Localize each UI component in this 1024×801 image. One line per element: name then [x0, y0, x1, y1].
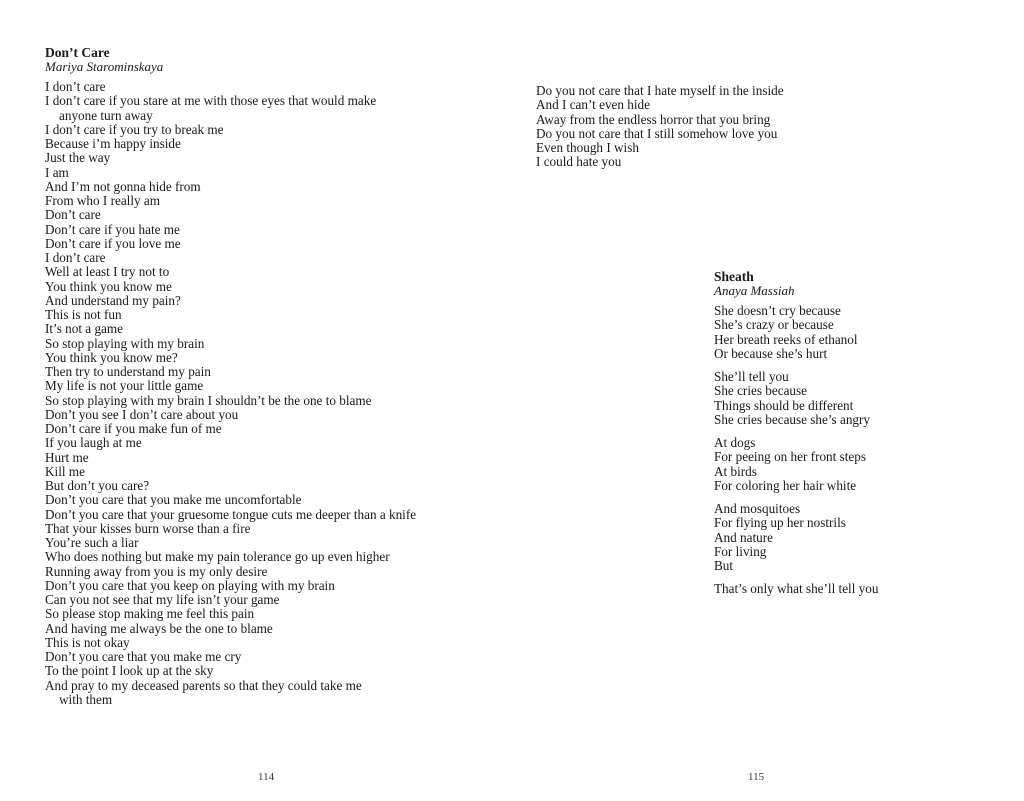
poem-line: She cries because	[714, 383, 808, 399]
poem-line: For living	[714, 543, 767, 559]
poem-line: You think you know me	[45, 278, 172, 294]
poem-line: Then try to understand my pain	[45, 364, 211, 379]
poem-line: And nature	[714, 529, 773, 545]
poem-line: Or because she’s hurt	[714, 345, 828, 361]
poem-line: Don’t care if you hate me	[45, 221, 180, 237]
stanza	[714, 436, 954, 493]
poem-line: Away from the endless horror that you bring	[536, 111, 771, 127]
poem-line: Don’t you care that you keep on playing with my brain	[45, 577, 335, 593]
poem-line: Her breath reeks of ethanol	[714, 331, 858, 347]
poem-body	[45, 80, 485, 707]
poem-line: Don’t you care that you make me uncomfortable	[45, 492, 302, 508]
poem-line: This is not fun	[45, 307, 122, 322]
poem-line: From who I really am	[45, 193, 160, 208]
poem-line: So stop playing with my brain	[45, 335, 205, 351]
poem-line: So please stop making me feel this pain	[45, 606, 255, 622]
poem-body	[714, 304, 954, 597]
poem-line: For flying up her nostrils	[714, 515, 846, 531]
poem-author: Anaya Massiah	[714, 283, 795, 298]
poem-line: But	[714, 558, 734, 573]
poem-line: And having me always be the one to blame	[45, 620, 273, 636]
poem-line: My life is not your little game	[45, 378, 204, 394]
poem-line: Don’t care if you love me	[45, 235, 181, 251]
poem-line: Don’t care	[45, 207, 101, 223]
poem-line: If you laugh at me	[45, 435, 142, 451]
poem-author: Mariya Starominskaya	[45, 59, 164, 74]
poem-line: Even though I wish	[536, 140, 639, 155]
poem-line: So stop playing with my brain I shouldn’t be the one to blame	[45, 392, 372, 408]
poem-line: I am	[45, 164, 69, 180]
poem-line: And I’m not gonna hide from	[45, 178, 201, 194]
stanza	[714, 304, 954, 361]
poem-line: It’s not a game	[45, 321, 124, 337]
poem-line: with them	[59, 691, 113, 707]
poem-line: Don’t care if you make fun of me	[45, 421, 222, 436]
poem-line: I could hate you	[536, 154, 622, 170]
poem-title: Sheath	[714, 269, 754, 284]
poem-line: I don’t care if you stare at me with those eyes that would make	[45, 93, 377, 109]
poem-line: She doesn’t cry because	[714, 303, 841, 318]
poem-line: At birds	[714, 463, 757, 479]
poem-line: Well at least I try not to	[45, 264, 170, 280]
poem-sheath	[714, 270, 954, 606]
poem-line: You think you know me?	[45, 349, 178, 365]
poem-line: Do you not care that I still somehow love you	[536, 125, 778, 141]
poem-line: Just the way	[45, 150, 111, 166]
poem-line: anyone turn away	[59, 107, 153, 123]
poem-line: She’ll tell you	[714, 369, 789, 384]
poem-line: Kill me	[45, 463, 85, 479]
poem-line: To the point I look up at the sky	[45, 663, 214, 679]
poem-line: Who does nothing but make my pain tolerance go up even higher	[45, 549, 390, 565]
poem-line: At dogs	[714, 435, 756, 450]
poem-line: Don’t you care that your gruesome tongue cuts me deeper than a knife	[45, 506, 417, 522]
poem-line: Because i’m happy inside	[45, 136, 181, 151]
poem-line: And pray to my deceased parents so that they could take me	[45, 677, 362, 693]
poem-line: For peeing on her front steps	[714, 449, 866, 465]
poem-line: I don’t care	[45, 79, 106, 94]
poem-line: For coloring her hair white	[714, 477, 857, 493]
stanza	[714, 370, 954, 427]
page-number-right: 115	[748, 771, 765, 783]
poem-line: That’s only what she’ll tell you	[714, 581, 879, 597]
poem-line: Don’t you care that you make me cry	[45, 649, 242, 664]
poem-line: I don’t care if you try to break me	[45, 121, 224, 137]
poem-line: That your kisses burn worse than a fire	[45, 520, 251, 536]
poem-dont-care	[45, 46, 485, 707]
poem-line: But don’t you care?	[45, 478, 150, 493]
page-number-left: 114	[258, 771, 275, 783]
poem-line: And understand my pain?	[45, 292, 181, 308]
right-page	[512, 0, 1024, 801]
poem-line: Can you not see that my life isn’t your game	[45, 592, 280, 607]
poem-line: Things should be different	[714, 397, 854, 413]
poem-line: And mosquitoes	[714, 501, 801, 516]
poem-line: And I can’t even hide	[536, 97, 651, 113]
poem-line: This is not okay	[45, 634, 130, 650]
poem-line: Running away from you is my only desire	[45, 563, 268, 579]
stanza	[714, 502, 954, 573]
poem-line: I don’t care	[45, 250, 106, 265]
poem-continuation	[536, 84, 876, 170]
poem-title: Don’t Care	[45, 45, 110, 60]
poem-line: Don’t you see I don’t care about you	[45, 406, 239, 422]
poem-line: She cries because she’s angry	[714, 411, 870, 427]
poem-line: Do you not care that I hate myself in the inside	[536, 83, 784, 98]
poem-line: She’s crazy or because	[714, 317, 834, 333]
poem-line: You’re such a liar	[45, 535, 139, 550]
stanza	[714, 582, 954, 596]
poem-line: Hurt me	[45, 449, 89, 465]
